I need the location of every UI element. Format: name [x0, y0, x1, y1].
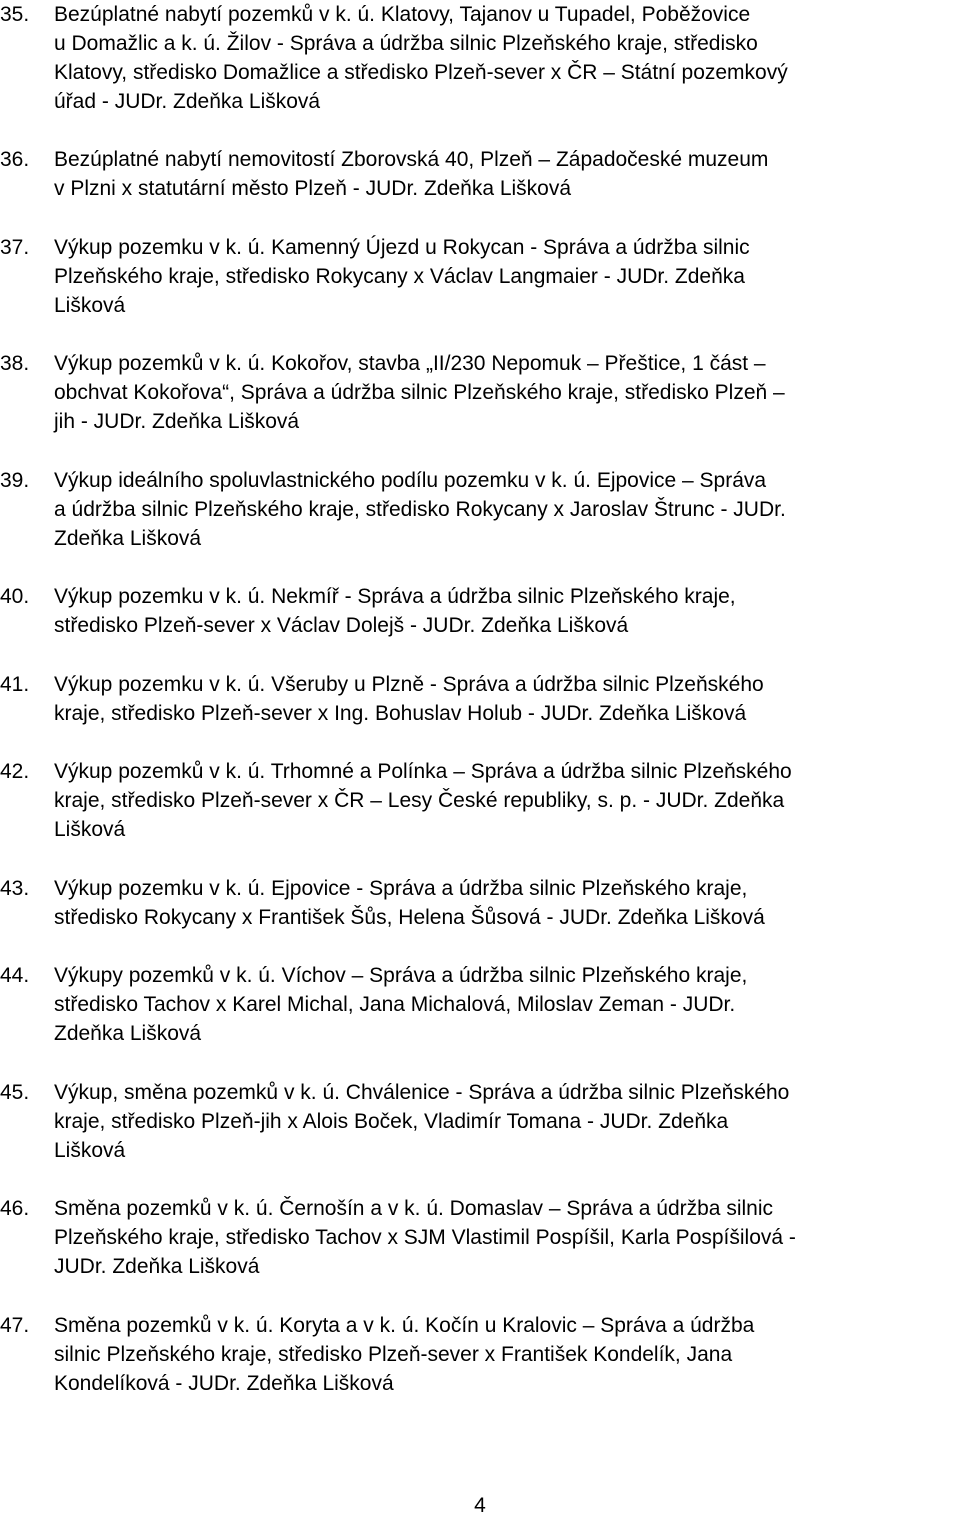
list-item [0, 874, 958, 932]
item-number: 37. [0, 236, 30, 259]
item-text: Výkup pozemku v k. ú. Kamenný Újezd u Rokycan - Správa a údržba silnic Plzeňského kraje, středisko Rokycany x Václav Langmaier - JUDr. Zdeňka Lišková [54, 236, 750, 317]
item-text: Výkup, směna pozemků v k. ú. Chválenice - Správa a údržba silnic Plzeňského kraje, středisko Plzeň-jih x Alois Boček, Vladimír Tomana - JUDr. Zdeňka Lišková [54, 1081, 790, 1162]
list-item [0, 145, 958, 203]
item-text: Výkup pozemku v k. ú. Nekmíř - Správa a údržba silnic Plzeňského kraje, středisko Plzeň-sever x Václav Dolejš - JUDr. Zdeňka Lišková [54, 585, 736, 637]
item-number: 43. [0, 877, 30, 900]
item-text: Výkup pozemků v k. ú. Kokořov, stavba „II/230 Nepomuk – Přeštice, 1 část – obchvat Kokořova“, Správa a údržba silnic Plzeňského kraje, středisko Plzeň – jih - JUDr. Zdeňka Lišková [54, 352, 785, 433]
item-text: Výkup ideálního spoluvlastnického podílu pozemku v k. ú. Ejpovice – Správa a údržba silnic Plzeňského kraje, středisko Rokycany x Jaroslav Štrunc - JUDr. Zdeňka Lišková [54, 469, 786, 550]
item-number: 44. [0, 964, 30, 987]
item-number: 40. [0, 585, 30, 608]
item-text: Bezúplatné nabytí pozemků v k. ú. Klatovy, Tajanov u Tupadel, Poběžovice u Domažlic a k. ú. Žilov - Správa a údržba silnic Plzeňského kraje, středisko Klatovy, středisko Domažlice a středisko Plzeň-sever x ČR – Státní pozemkový úřad - JUDr. Zdeňka Lišková [54, 3, 788, 113]
item-text: Směna pozemků v k. ú. Černošín a v k. ú. Domaslav – Správa a údržba silnic Plzeňského kraje, středisko Tachov x SJM Vlastimil Pospíšil, Karla Pospíšilová - JUDr. Zdeňka Lišková [54, 1197, 796, 1278]
item-number: 41. [0, 673, 30, 696]
page-number: 4 [474, 1494, 486, 1517]
item-number: 46. [0, 1197, 30, 1220]
item-text: Výkup pozemku v k. ú. Všeruby u Plzně - Správa a údržba silnic Plzeňského kraje, středisko Plzeň-sever x Ing. Bohuslav Holub - JUDr. Zdeňka Lišková [54, 673, 764, 725]
list-item [0, 1078, 958, 1165]
list-item [0, 233, 958, 320]
item-number: 39. [0, 469, 30, 492]
item-number: 38. [0, 352, 30, 375]
item-number: 42. [0, 760, 30, 783]
list-item [0, 1311, 958, 1398]
list-item [0, 757, 958, 844]
list-item [0, 466, 958, 553]
list-item [0, 349, 958, 436]
list-item [0, 961, 958, 1048]
list-item [0, 582, 958, 640]
item-number: 45. [0, 1081, 30, 1104]
item-number: 36. [0, 148, 30, 171]
item-text: Směna pozemků v k. ú. Koryta a v k. ú. Kočín u Kralovic – Správa a údržba silnic Plzeňského kraje, středisko Plzeň-sever x František Kondelík, Jana Kondelíková - JUDr. Zdeňka Lišková [54, 1314, 755, 1395]
item-text: Výkup pozemků v k. ú. Trhomné a Polínka – Správa a údržba silnic Plzeňského kraje, středisko Plzeň-sever x ČR – Lesy České republiky, s. p. - JUDr. Zdeňka Lišková [54, 760, 792, 841]
list-item [0, 670, 958, 728]
item-text: Výkupy pozemků v k. ú. Víchov – Správa a údržba silnic Plzeňského kraje, středisko Tachov x Karel Michal, Jana Michalová, Miloslav Zeman - JUDr. Zdeňka Lišková [54, 964, 748, 1045]
item-number: 35. [0, 3, 30, 26]
list-item [0, 0, 958, 116]
item-text: Bezúplatné nabytí nemovitostí Zborovská 40, Plzeň – Západočeské muzeum v Plzni x statutární město Plzeň - JUDr. Zdeňka Lišková [54, 148, 769, 200]
list-item [0, 1194, 958, 1281]
item-number: 47. [0, 1314, 30, 1337]
item-text: Výkup pozemku v k. ú. Ejpovice - Správa a údržba silnic Plzeňského kraje, středisko Rokycany x František Šůs, Helena Šůsová - JUDr. Zdeňka Lišková [54, 877, 765, 929]
